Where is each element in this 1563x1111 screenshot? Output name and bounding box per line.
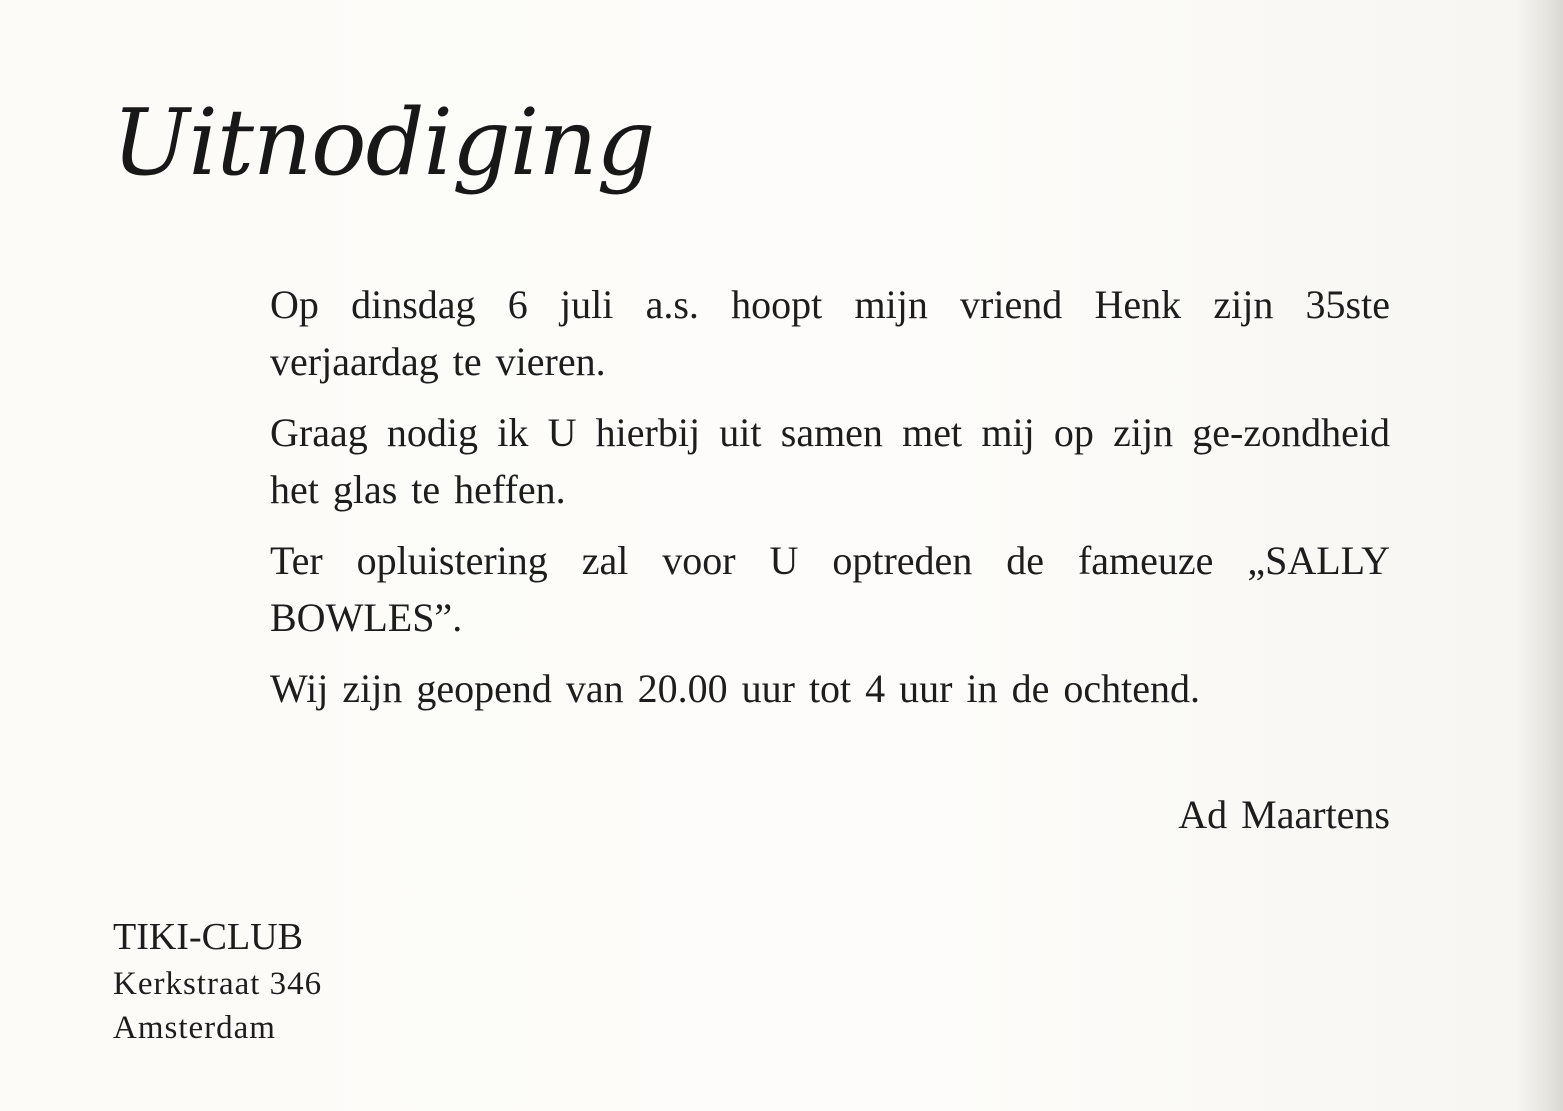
club-street: Kerkstraat 346 [113, 966, 323, 1002]
invitation-body [270, 276, 1390, 731]
paragraph-date: Op dinsdag 6 juli a.s. hoopt mijn vriend Henk zijn 35ste verjaardag te vieren. [270, 282, 1390, 384]
invitation-title: Uitnodiging [112, 89, 655, 196]
paragraph-performance: Ter opluistering zal voor U optreden de fameuze „SALLY BOWLES”. [270, 538, 1390, 640]
signature: Ad Maartens [1178, 792, 1390, 837]
club-name: TIKI-CLUB [113, 916, 303, 958]
paragraph-opening-hours: Wij zijn geopend van 20.00 uur tot 4 uur in de ochtend. [270, 666, 1200, 711]
club-city: Amsterdam [113, 1010, 276, 1046]
address-block [113, 912, 322, 1050]
paragraph-toast: Graag nodig ik U hierbij uit samen met mij op zijn ge-zondheid het glas te heffen. [270, 410, 1390, 512]
